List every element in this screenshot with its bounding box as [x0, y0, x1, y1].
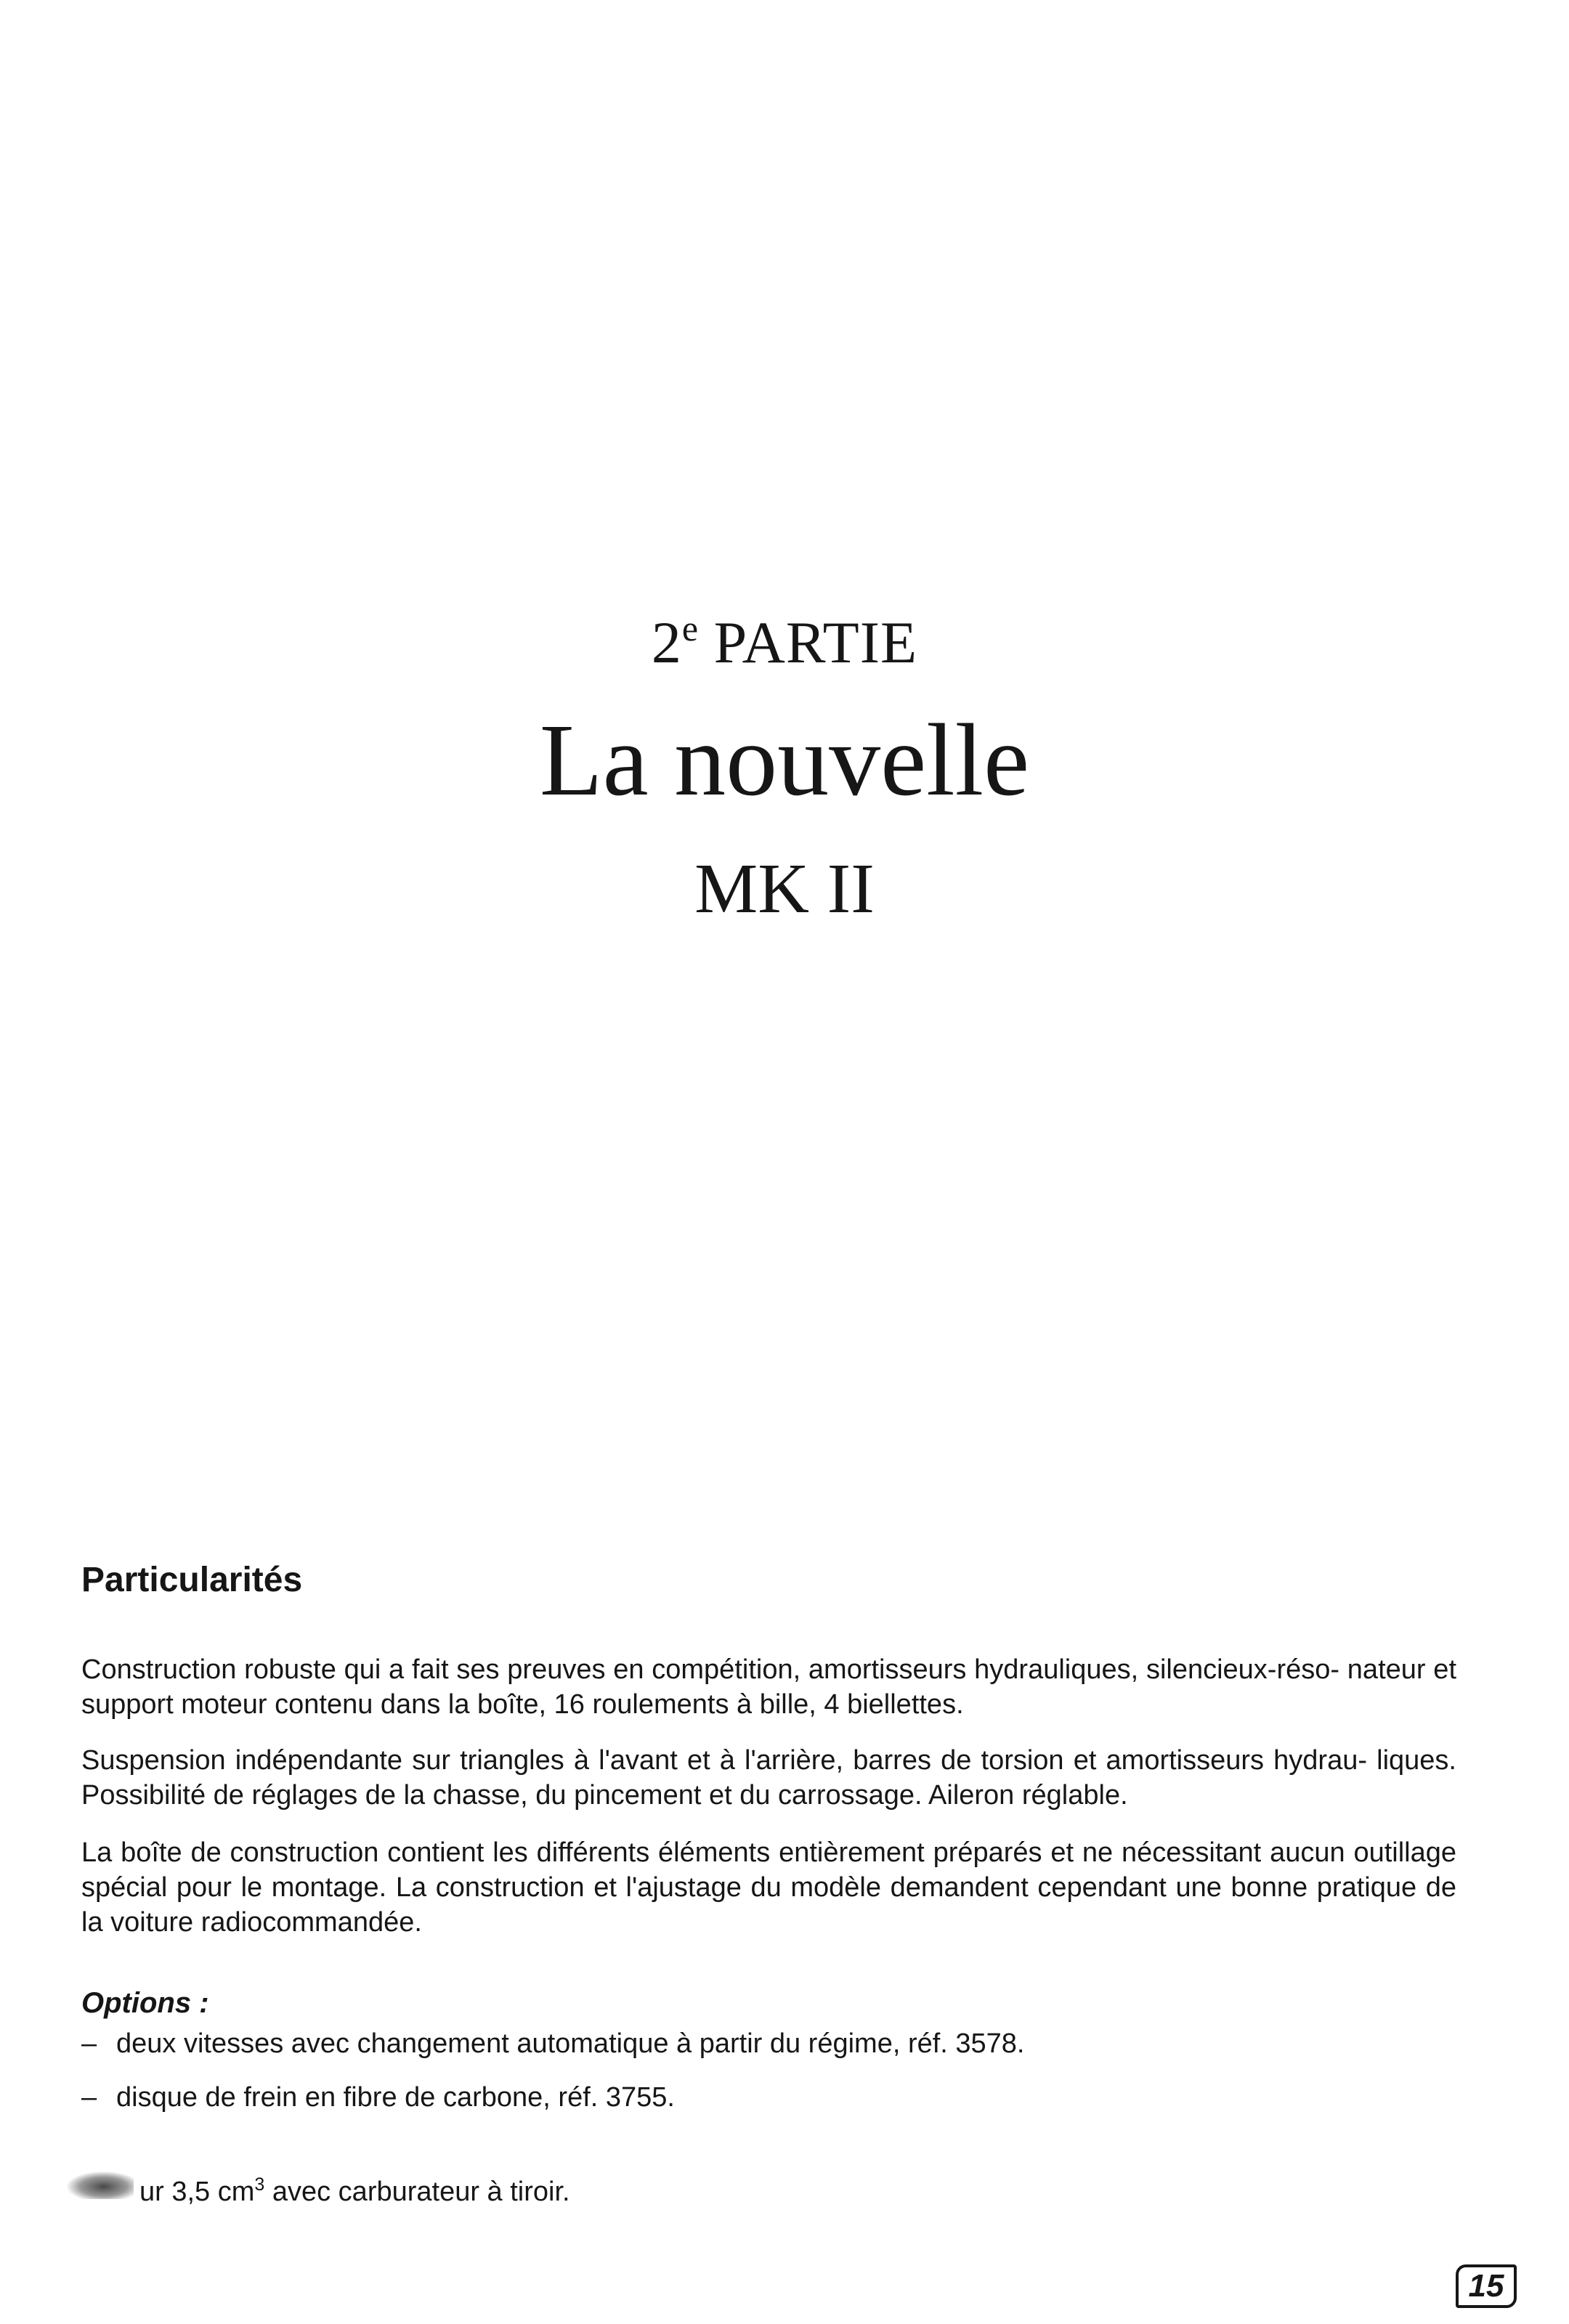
paragraph-suspension: Suspension indépendante sur triangles à l'avant et à l'arrière, barres de torsion et amortisseurs hydrau- liques. Possibilité de réglages de la chasse, du pincement et du carrossage. Aileron réglable. [81, 1745, 1456, 1811]
part-label [0, 610, 1569, 673]
part-number: 2 [651, 609, 682, 675]
options-heading: Options : [81, 1987, 209, 2019]
ink-smudge [67, 2171, 134, 2199]
paragraph-kit-contents: La boîte de construction contient les différents éléments entièrement préparés et ne nécessitant aucun outillage spécial pour le montage. La construction et l'ajustage du modèle demandent cependant une bonne pratique de la voiture radiocommandée. [81, 1837, 1456, 1938]
option-text: deux vitesses avec changement automatique à partir du régime, réf. 3578. [116, 2028, 1025, 2059]
option-text: disque de frein en fibre de carbone, réf. 3755. [116, 2082, 675, 2113]
page-number: 15 [1456, 2264, 1517, 2308]
main-title: La nouvelle [539, 702, 1030, 817]
part-word: PARTIE [713, 609, 918, 675]
engine-text: ur 3,5 cm [139, 2177, 255, 2207]
part-suffix: e [681, 608, 699, 649]
subtitle: MK II [694, 850, 875, 928]
engine-superscript: 3 [254, 2174, 265, 2195]
list-dash: – [81, 2028, 97, 2059]
list-dash: – [81, 2082, 97, 2113]
paragraph-construction: Construction robuste qui a fait ses preuves en compétition, amortisseurs hydrauliques, silencieux-réso- nateur et support moteur contenu dans la boîte, 16 roulements à bille, 4 biellettes. [81, 1654, 1456, 1720]
option-item [81, 2026, 1025, 2061]
engine-suffix: avec carburateur à tiroir. [264, 2177, 570, 2207]
engine-line [73, 2167, 570, 2209]
option-item [81, 2080, 675, 2115]
section-heading: Particularités [81, 1561, 303, 1599]
